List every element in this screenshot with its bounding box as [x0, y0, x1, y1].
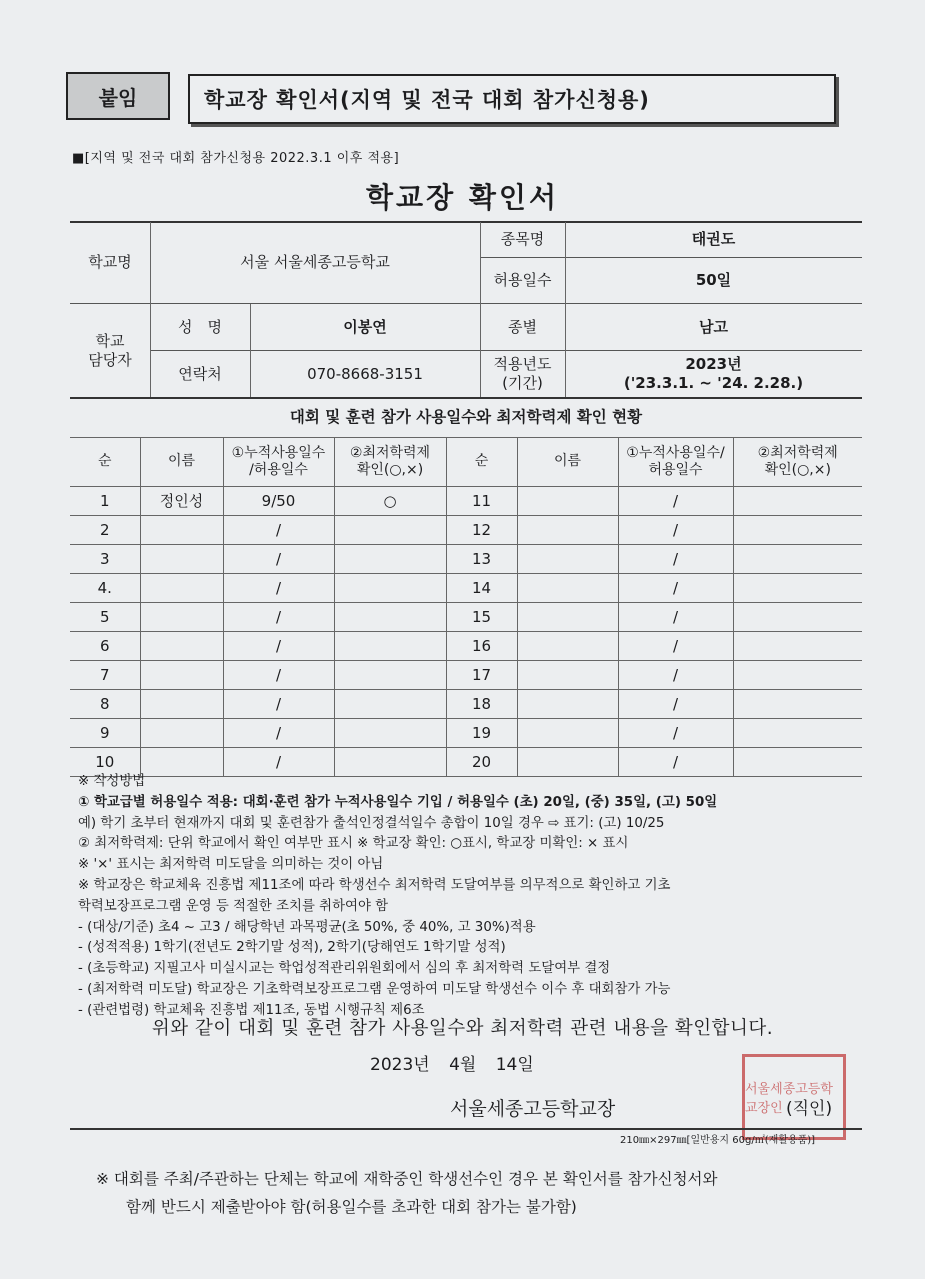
instructions	[78, 772, 868, 1022]
row-check	[334, 690, 446, 719]
footer-note-line1: ※ 대회를 주최/주관하는 단체는 학교에 재학중인 학생선수인 경우 본 확인서를 참가신청서와	[96, 1170, 718, 1188]
year-label-line1: 적용년도	[493, 355, 552, 374]
school-label: 학교명	[88, 253, 132, 272]
staff-label	[70, 304, 150, 397]
row-name	[517, 516, 618, 545]
row-check	[733, 661, 862, 690]
row-no: 17	[446, 661, 517, 690]
row-no: 18	[446, 690, 517, 719]
row-name	[140, 574, 223, 603]
note-line: 학력보장프로그램 운영 등 적절한 조치를 취하여야 함	[78, 898, 389, 914]
row-name	[140, 632, 223, 661]
attachment-tag: 붙임	[66, 72, 170, 120]
issue-date: 2023년 4월 14일	[370, 1055, 534, 1075]
row-days: /	[618, 487, 733, 516]
row-check	[733, 690, 862, 719]
header-days-left-line1: ①누적사용일수	[231, 444, 326, 461]
row-no: 20	[446, 748, 517, 777]
confirmation-statement: 위와 같이 대회 및 훈련 참가 사용일수와 최저학력 관련 내용을 확인합니다.	[151, 1018, 774, 1039]
staff-label-line1: 학교	[95, 331, 125, 350]
row-name	[140, 603, 223, 632]
header-name-left: 이름	[140, 438, 223, 487]
row-check	[733, 574, 862, 603]
allowed-days-label: 허용일수	[493, 271, 552, 290]
row-name	[517, 719, 618, 748]
row-name	[517, 632, 618, 661]
header-title: 학교장 확인서(지역 및 전국 대회 참가신청용)	[188, 74, 836, 124]
row-no: 14	[446, 574, 517, 603]
row-no: 2	[70, 516, 140, 545]
header-check-right-line1: ②최저학력제	[757, 444, 838, 461]
row-days: /	[223, 516, 334, 545]
row-name	[517, 574, 618, 603]
row-no: 6	[70, 632, 140, 661]
seal-label: (직인)	[786, 1099, 833, 1119]
contact-label: 연락처	[178, 364, 222, 383]
note-line: - (관련법령) 학교체육 진흥법 제11조, 동법 시행규칙 제6조	[78, 1002, 425, 1018]
row-days: /	[223, 545, 334, 574]
row-no: 12	[446, 516, 517, 545]
note-line: ① 학교급별 허용일수 적용: 대회·훈련 참가 누적사용일수 기입 / 허용일수 (초) 20일, (중) 35일, (고) 50일	[78, 794, 718, 810]
year-label	[480, 351, 565, 397]
row-check: ○	[334, 487, 446, 516]
year-label-line2: (기간)	[502, 374, 543, 392]
row-no: 8	[70, 690, 140, 719]
row-check	[733, 603, 862, 632]
note-line: - (초등학교) 지필고사 미실시교는 학업성적관리위원회에서 심의 후 최저학력 도달여부 결정	[78, 961, 611, 977]
row-no: 11	[446, 487, 517, 516]
table-row	[70, 603, 862, 632]
row-name	[140, 690, 223, 719]
row-days: /	[223, 661, 334, 690]
row-check	[733, 545, 862, 574]
row-no: 4.	[70, 574, 140, 603]
table-row	[70, 487, 862, 516]
row-check	[334, 574, 446, 603]
paper-spec: 210㎜×297㎜[일반용지 60g/㎡(재활용품)]	[620, 1135, 816, 1146]
row-name	[517, 661, 618, 690]
note-line: ※ 작성방법	[78, 774, 146, 789]
row-days: /	[618, 545, 733, 574]
sport-label: 종목명	[500, 230, 545, 249]
row-days: /	[223, 748, 334, 777]
header-days-right	[618, 438, 733, 487]
header-check-right-line2: 확인(○,×)	[764, 462, 831, 478]
header-check-left-line1: ②최저학력제	[349, 444, 431, 461]
note-line: - (최저학력 미도달) 학교장은 기초학력보장프로그램 운영하여 미도달 학생선수 이수 후 대회참가 가능	[78, 981, 671, 997]
row-no: 16	[446, 632, 517, 661]
row-no: 1	[70, 487, 140, 516]
row-no: 13	[446, 545, 517, 574]
row-check	[334, 545, 446, 574]
allowed-days-value: 50일	[695, 271, 732, 290]
school-value: 서울 서울세종고등학교	[240, 253, 390, 272]
header-days-left-line2: /허용일수	[249, 462, 308, 478]
row-no: 10	[70, 748, 140, 777]
header-days-right-line1: ①누적사용일수/	[626, 444, 725, 461]
table-row	[70, 632, 862, 661]
row-name	[140, 661, 223, 690]
contact-value: 070-8668-3151	[307, 364, 423, 383]
row-check	[334, 632, 446, 661]
header-check-left	[334, 438, 446, 487]
row-name	[140, 516, 223, 545]
row-days: /	[223, 632, 334, 661]
footer-note	[96, 1165, 876, 1221]
official-seal: 서울세종고등학교장인	[742, 1054, 846, 1140]
row-name	[517, 603, 618, 632]
row-name	[140, 545, 223, 574]
table-row	[70, 661, 862, 690]
row-name	[517, 690, 618, 719]
header-days-right-line2: 허용일수	[648, 462, 703, 478]
row-check	[733, 719, 862, 748]
row-no: 9	[70, 719, 140, 748]
row-name	[140, 719, 223, 748]
row-check	[334, 603, 446, 632]
row-no: 3	[70, 545, 140, 574]
status-table	[70, 437, 862, 777]
row-name	[517, 545, 618, 574]
gender-label: 종별	[508, 317, 537, 336]
year-value-line2: ('23.3.1. ~ '24. 2.28.)	[623, 374, 804, 392]
row-name: 정인성	[140, 487, 223, 516]
row-days: /	[618, 516, 733, 545]
row-check	[334, 516, 446, 545]
name-label: 성 명	[178, 317, 222, 336]
table-row	[70, 545, 862, 574]
row-check	[334, 661, 446, 690]
row-days: /	[618, 603, 733, 632]
row-days: /	[618, 690, 733, 719]
note-line: ※ 학교장은 학교체육 진흥법 제11조에 따라 학생선수 최저학력 도달여부를 의무적으로 확인하고 기초	[78, 877, 671, 893]
row-no: 7	[70, 661, 140, 690]
document-title: 학교장 확인서	[365, 181, 560, 214]
row-check	[334, 719, 446, 748]
principal-name: 서울세종고등학교장	[450, 1098, 616, 1120]
row-days: /	[223, 574, 334, 603]
row-days: 9/50	[223, 487, 334, 516]
note-line: - (성적적용) 1학기(전년도 2학기말 성적), 2학기(당해연도 1학기말 성적)	[78, 940, 506, 956]
year-value	[565, 351, 862, 397]
name-value: 이봉연	[343, 317, 387, 336]
table-row	[70, 690, 862, 719]
row-days: /	[618, 661, 733, 690]
row-no: 15	[446, 603, 517, 632]
header-name-right: 이름	[517, 438, 618, 487]
row-check	[733, 516, 862, 545]
footer-note-line2: 함께 반드시 제출받아야 함(허용일수를 초과한 대회 참가는 불가함)	[126, 1198, 577, 1216]
row-days: /	[618, 632, 733, 661]
staff-label-line2: 담당자	[88, 350, 132, 369]
year-value-line1: 2023년	[685, 355, 742, 374]
row-name	[517, 487, 618, 516]
row-no: 5	[70, 603, 140, 632]
header-days-left	[223, 438, 334, 487]
row-no: 19	[446, 719, 517, 748]
note-line: ※ '×' 표시는 최저학력 미도달을 의미하는 것이 아님	[78, 857, 384, 873]
sport-value: 태권도	[691, 230, 736, 249]
bottom-rule	[70, 1128, 862, 1130]
row-days: /	[618, 719, 733, 748]
header-no-left: 순	[70, 438, 140, 487]
status-table-header	[70, 438, 862, 487]
table-row	[70, 516, 862, 545]
header-check-right	[733, 438, 862, 487]
row-check	[733, 487, 862, 516]
row-check	[733, 632, 862, 661]
header-check-left-line2: 확인(○,×)	[356, 462, 424, 478]
row-days: /	[223, 603, 334, 632]
table-row	[70, 719, 862, 748]
gender-value: 남고	[699, 317, 728, 336]
row-days: /	[618, 574, 733, 603]
header-no-right: 순	[446, 438, 517, 487]
row-days: /	[618, 748, 733, 777]
applicability-note: ■[지역 및 전국 대회 참가신청용 2022.3.1 이후 적용]	[72, 151, 400, 166]
note-line: 예) 학기 초부터 현재까지 대회 및 훈련참가 출석인정결석일수 총합이 10일 경우 ⇨ 표기: (고) 10/25	[78, 815, 665, 831]
status-title: 대회 및 훈련 참가 사용일수와 최저학력제 확인 현황	[289, 408, 643, 427]
note-line: - (대상/기준) 초4 ~ 고3 / 해당학년 과목평균(초 50%, 중 40%, 고 30%)적용	[78, 919, 536, 935]
row-days: /	[223, 690, 334, 719]
note-line: ② 최저학력제: 단위 학교에서 확인 여부만 표시 ※ 학교장 확인: ○표시, 학교장 미확인: × 표시	[78, 836, 629, 852]
row-days: /	[223, 719, 334, 748]
table-row	[70, 574, 862, 603]
